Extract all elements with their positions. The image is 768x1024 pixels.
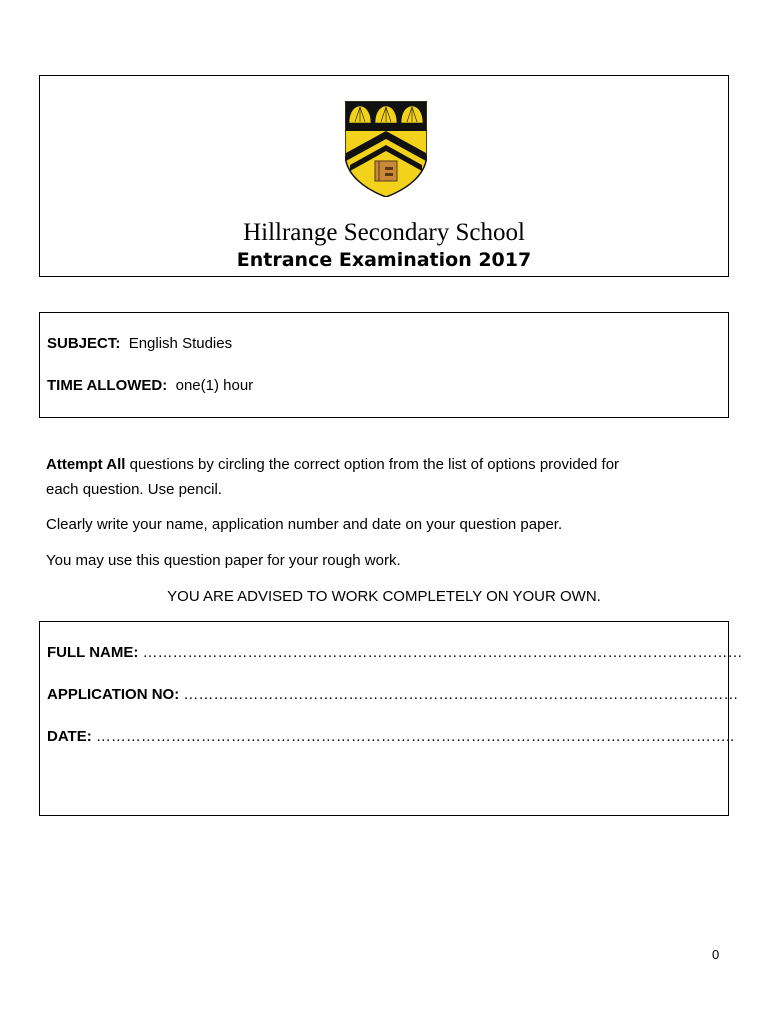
time-allowed-value: one(1) hour bbox=[175, 377, 254, 394]
subject-line bbox=[47, 335, 232, 353]
time-allowed-label: TIME ALLOWED: bbox=[47, 377, 168, 394]
date-label: DATE: bbox=[47, 728, 92, 745]
work-alone-advice: YOU ARE ADVISED TO WORK COMPLETELY ON YOUR OWN. bbox=[167, 588, 601, 605]
application-no-label: APPLICATION NO: bbox=[47, 686, 180, 703]
school-name: Hillrange Secondary School bbox=[243, 219, 525, 246]
attempt-instruction-text-2: each question. Use pencil. bbox=[46, 481, 222, 498]
header-box bbox=[39, 75, 729, 277]
attempt-instruction bbox=[46, 452, 726, 502]
attempt-instruction-text-1: questions by circling the correct option from the list of options provided for bbox=[125, 456, 620, 473]
full-name-line bbox=[47, 644, 743, 662]
application-no-field: ………………………………………………………………………………………………… bbox=[179, 686, 739, 703]
rough-work-instruction: You may use this question paper for your rough work. bbox=[46, 552, 401, 569]
school-crest-icon bbox=[345, 101, 427, 197]
date-line bbox=[47, 728, 734, 746]
full-name-field: ………………………………………………………………………………………………………… bbox=[138, 644, 743, 661]
exam-title: Entrance Examination 2017 bbox=[236, 249, 532, 271]
attempt-all-bold: Attempt All bbox=[46, 456, 126, 473]
subject-label: SUBJECT: bbox=[47, 335, 121, 352]
time-allowed-line bbox=[47, 377, 253, 395]
date-field: ……………………………………………………………………………………………………………….. bbox=[91, 728, 735, 745]
application-no-line bbox=[47, 686, 738, 704]
subject-value: English Studies bbox=[128, 335, 233, 352]
candidate-details-box bbox=[39, 621, 743, 816]
page-number: 0 bbox=[712, 947, 720, 962]
subject-box bbox=[39, 312, 729, 418]
full-name-label: FULL NAME: bbox=[47, 644, 139, 661]
write-details-instruction: Clearly write your name, application number and date on your question paper. bbox=[46, 516, 563, 533]
